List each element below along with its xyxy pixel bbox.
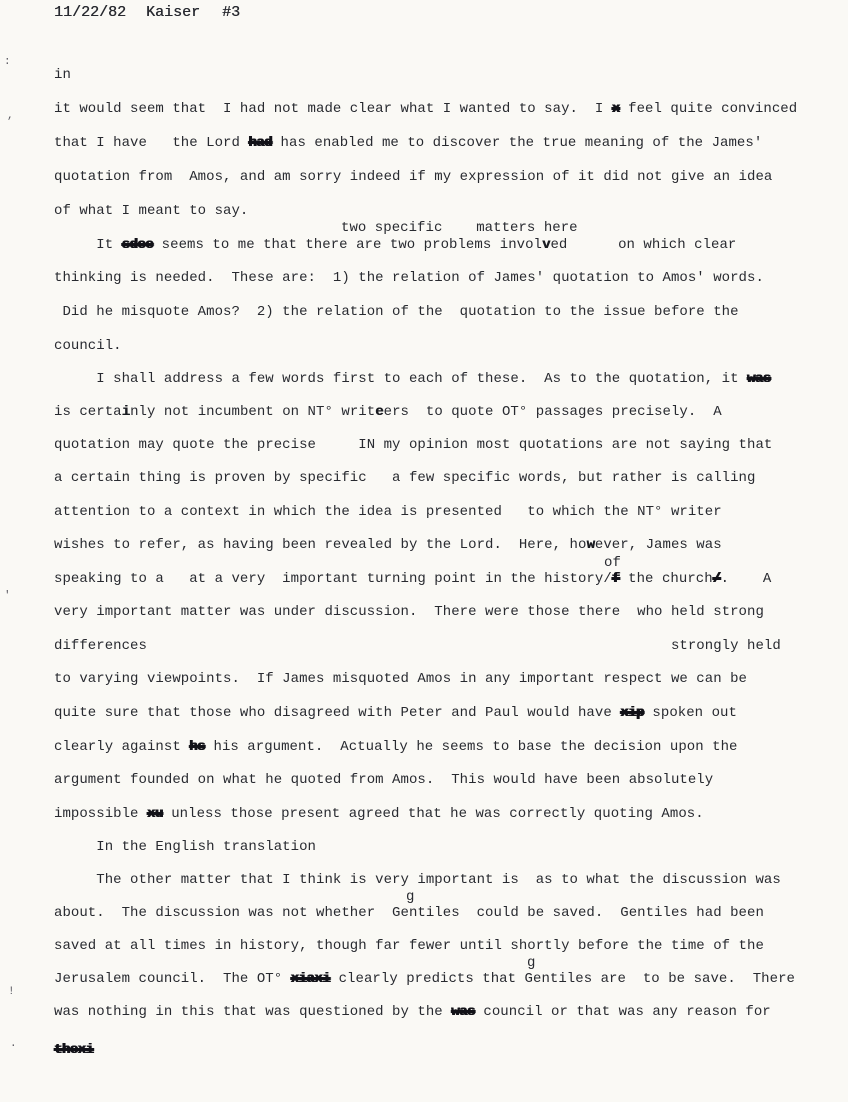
header-page-number: #3 — [222, 4, 241, 21]
struck-out-word: had — [248, 135, 273, 151]
text-segment: that I have the Lord — [54, 135, 249, 151]
text-segment: Did he misquote Amos? 2) the relation of the quotation to the issue before the — [54, 304, 739, 320]
struck-out-word: was — [451, 1004, 475, 1020]
text-line — [54, 639, 781, 654]
text-line — [54, 339, 122, 354]
text-line — [54, 405, 722, 420]
text-segment: Jerusalem council. The OT° — [54, 971, 291, 987]
scan-artifact-mark: ' — [4, 590, 11, 602]
text-segment: g — [527, 955, 536, 971]
text-line — [406, 890, 414, 905]
text-line — [54, 572, 771, 587]
text-line — [54, 538, 722, 553]
struck-out-word: xiaxi — [290, 971, 331, 987]
text-segment: It — [54, 237, 122, 253]
text-segment: his argument. Actually he seems to base the decision upon the — [205, 739, 738, 755]
text-line — [54, 471, 755, 486]
text-segment: was nothing in this that was questioned by the — [54, 1004, 452, 1020]
text-line — [54, 170, 772, 185]
text-line — [54, 305, 739, 320]
text-segment: wishes to refer, as having been revealed by the Lord. Here, ho — [54, 537, 587, 553]
overtyped-char: i — [121, 404, 131, 420]
text-segment: thinking is needed. These are: 1) the relation of James' quotation to Amos' words. — [54, 270, 764, 286]
text-line — [54, 807, 704, 822]
header-date: 11/22/82 — [54, 4, 127, 21]
text-line — [54, 372, 771, 387]
text-segment: saved at all times in history, though far fewer until shortly before the time of the — [54, 938, 764, 954]
text-segment: to varying viewpoints. If James misquoted Amos in any important respect we can be — [54, 671, 748, 687]
struck-out-word: hs — [189, 739, 206, 755]
text-segment: clearly predicts that Gentiles are to be save. There — [330, 971, 795, 987]
text-segment: has enabled me to discover the true meaning of the James' — [272, 135, 763, 151]
text-line — [54, 672, 747, 687]
header-author: Kaiser — [146, 4, 201, 21]
text-segment: attention to a context in which the idea is presented to which the NT° writer — [54, 504, 722, 520]
text-segment: spoken out — [643, 705, 737, 721]
struck-out-word: x — [611, 101, 620, 117]
text-segment: ed on which clear — [550, 237, 737, 253]
text-segment: differences strongly held — [54, 638, 781, 654]
text-line — [341, 221, 578, 236]
text-segment: impossible — [54, 806, 147, 822]
text-line — [54, 972, 795, 987]
text-segment: of what I meant to say. — [54, 203, 249, 219]
text-segment: The other matter that I think is very important is as to what the discussion was — [54, 872, 781, 888]
text-segment: the church — [619, 571, 713, 587]
text-line — [54, 1043, 94, 1058]
text-segment: g — [406, 889, 415, 905]
text-line — [54, 706, 737, 721]
scan-artifact-mark: , — [7, 110, 14, 122]
text-segment: very important matter was under discussion. There were those there who held strong — [54, 604, 764, 620]
struck-out-word: was — [747, 371, 771, 387]
scan-artifact-mark: ! — [8, 986, 15, 998]
text-segment: quotation from Amos, and am sorry indeed if my expression of it did not give an idea — [54, 169, 773, 185]
text-segment: ers to quote OT° passages precisely. A — [383, 404, 722, 420]
text-segment: argument founded on what he quoted from Amos. This would have been absolutely — [54, 772, 714, 788]
struck-out-word: xip — [620, 705, 644, 721]
text-line — [54, 939, 764, 954]
text-segment: ever, James was — [594, 537, 722, 553]
text-segment: . A — [720, 571, 772, 587]
overtyped-char: e — [375, 404, 384, 420]
overtyped-char: v — [542, 237, 551, 253]
text-line — [54, 906, 764, 921]
overtyped-char: w — [586, 537, 595, 553]
text-segment: nly not incumbent on NT° writ — [130, 404, 376, 420]
text-line — [54, 873, 781, 888]
text-line — [54, 605, 764, 620]
text-line — [604, 556, 621, 571]
text-segment: clearly against — [54, 739, 190, 755]
text-line — [54, 773, 713, 788]
scan-artifact-mark: : — [4, 56, 11, 68]
struck-out-word: sdee — [121, 237, 154, 253]
text-line — [527, 956, 535, 971]
text-line — [54, 238, 736, 253]
text-line — [54, 438, 772, 453]
text-segment: a certain thing is proven by specific a few specific words, but rather is calling — [54, 470, 756, 486]
struck-out-word: f — [611, 571, 620, 587]
text-line — [54, 840, 316, 855]
text-line — [54, 1005, 771, 1020]
struck-out-word: xu — [146, 806, 163, 822]
text-segment: about. The discussion was not whether Gentiles could be saved. Gentiles had been — [54, 905, 764, 921]
text-segment: two specific matters here — [341, 220, 578, 236]
text-segment: council or that was any reason for — [474, 1004, 771, 1020]
text-segment: it would seem that I had not made clear what I wanted to say. I — [54, 101, 612, 117]
text-line — [54, 271, 764, 286]
scan-artifact-mark: . — [10, 1038, 17, 1050]
text-segment: is certa — [54, 404, 122, 420]
text-line — [54, 68, 71, 83]
text-segment: In the English translation — [54, 839, 316, 855]
text-segment: unless those present agreed that he was correctly quoting Amos. — [162, 806, 704, 822]
struck-out-word: / — [712, 571, 721, 587]
text-segment: of — [604, 555, 621, 571]
text-line — [54, 505, 722, 520]
text-segment: quotation may quote the precise IN my opinion most quotations are not saying that — [54, 437, 773, 453]
text-line — [54, 740, 737, 755]
text-segment: feel quite convinced — [619, 101, 798, 117]
text-segment: quite sure that those who disagreed with Peter and Paul would have — [54, 705, 621, 721]
text-segment: in — [54, 67, 71, 83]
text-segment: council. — [54, 338, 122, 354]
text-segment: speaking to a at a very important turning point in the history/ — [54, 571, 612, 587]
text-line — [54, 204, 248, 219]
text-line — [54, 102, 797, 117]
struck-out-word: thexi — [54, 1042, 94, 1058]
text-line — [54, 136, 762, 151]
text-segment: seems to me that there are two problems invol — [153, 237, 542, 253]
text-segment: I shall address a few words first to each of these. As to the quotation, it — [54, 371, 748, 387]
